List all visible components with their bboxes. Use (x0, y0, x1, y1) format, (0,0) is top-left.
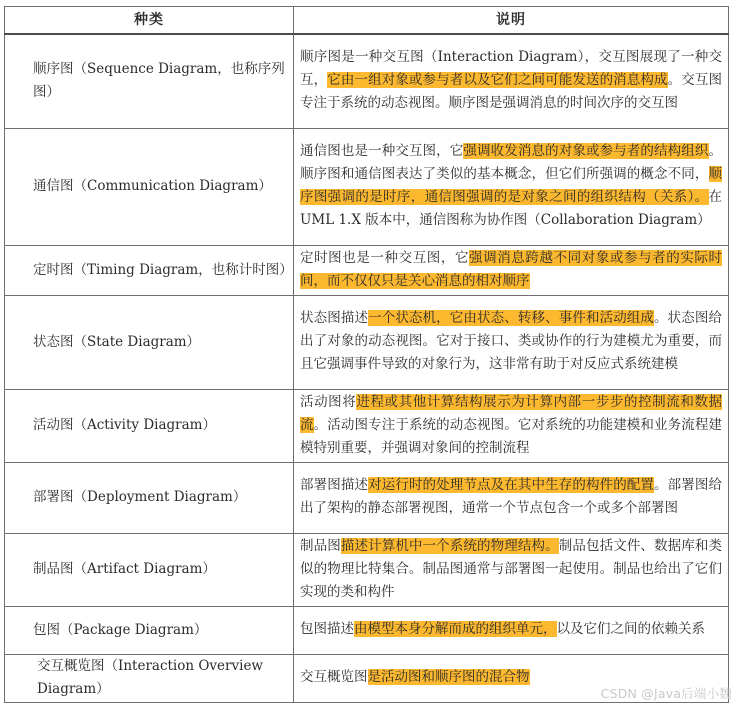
description-text: 定时图也是一种交互图，它 (300, 249, 470, 266)
highlighted-text: 是活动图和顺序图的混合物 (367, 669, 530, 685)
highlighted-text: 进程或其他计算结构展示为计算内部一步步的控制流和数据流 (300, 393, 723, 433)
diagram-kind-cell: 交互概览图（Interaction Overview Diagram） (5, 654, 294, 702)
header-row (5, 7, 729, 35)
diagram-description-cell (294, 245, 729, 295)
highlighted-text: 顺序图强调的是时序，通信图强调的是对象之间的组织结构（关系）。 (300, 166, 722, 205)
description-text: 以及它们之间的依赖关系 (556, 621, 705, 637)
uml-diagram-types-table (4, 6, 729, 703)
description-text: 。顺序图和通信图表达了类似的基本概念，但它们所强调的概念不同， (300, 143, 723, 182)
diagram-kind-cell: 通信图（Communication Diagram） (5, 128, 294, 245)
description-text: 。交互图专注于系统的动态视图。顺序图是强调消息的时间次序的交互图 (300, 72, 723, 112)
diagram-description-cell (294, 462, 729, 533)
description-text: 通信图也是一种交互图，它 (300, 143, 464, 159)
description-text: 制品图 (300, 537, 341, 554)
description-text: 。部署图给出了架构的静态部署视图，通常一个节点包含一个或多个部署图 (300, 477, 723, 516)
highlighted-text: 一个状态机，它由状态、转移、事件和活动组成 (368, 310, 655, 326)
diagram-kind-cell: 包图（Package Diagram） (5, 606, 294, 654)
highlighted-text: 由模型本身分解而成的组织单元， (354, 621, 557, 637)
description-text: 交互概览图 (300, 669, 368, 685)
watermark: CSDN @Java后端小魏 (600, 686, 732, 701)
table-row (5, 245, 729, 295)
highlighted-text: 描述计算机中一个系统的物理结构。 (340, 537, 559, 554)
diagram-description-cell (294, 533, 729, 606)
highlighted-text: 它由一组对象或参与者以及它们之间可能发送的消息构成 (327, 72, 668, 89)
diagram-description-cell (294, 606, 729, 654)
table-row (5, 295, 729, 389)
description-text: 部署图描述 (300, 477, 369, 493)
highlighted-text: 强调消息跨越不同对象或参与者的实际时间，而不仅仅只是关心消息的相对顺序 (300, 249, 723, 289)
highlighted-text: 对运行时的处理节点及在其中生存的构件的配置 (368, 477, 655, 493)
diagram-kind-cell: 活动图（Activity Diagram） (5, 389, 294, 462)
table-row (5, 462, 729, 533)
description-text: 制品包括文件、数据库和类似的物理比特集合。制品图通常与部署图一起使用。制品也给出了它们实现的类和构件 (300, 537, 723, 600)
diagram-description-cell (294, 295, 729, 389)
highlighted-text: 强调收发消息的对象或参与者的结构组织 (463, 143, 709, 159)
diagram-kind-cell: 状态图（State Diagram） (5, 295, 294, 389)
header-kind: 种类 (5, 7, 294, 35)
table-row (5, 34, 729, 128)
header-description: 说明 (294, 7, 729, 35)
description-text: 。状态图给出了对象的动态视图。它对于接口、类或协作的行为建模尤为重要，而且它强调事件导致的对象行为，这非常有助于对反应式系统建模 (300, 310, 723, 372)
table-row (5, 389, 729, 462)
description-text: 顺序图是一种交互图（Interaction Diagram），交互图展现了一种交互， (300, 49, 722, 89)
table-header (5, 7, 729, 35)
diagram-kind-cell: 部署图（Deployment Diagram） (5, 462, 294, 533)
diagram-kind-cell: 顺序图（Sequence Diagram，也称序列图） (5, 34, 294, 128)
diagram-description-cell (294, 389, 729, 462)
diagram-kind-cell: 定时图（Timing Diagram，也称计时图） (5, 245, 294, 295)
description-text: 在 UML 1.X 版本中，通信图称为协作图（Collaboration Diagram） (300, 189, 722, 228)
table-row (5, 606, 729, 654)
diagram-kind-cell: 制品图（Artifact Diagram） (5, 533, 294, 606)
table-body (5, 34, 729, 702)
description-text: 活动图将 (300, 393, 357, 410)
table-row (5, 128, 729, 245)
diagram-description-cell (294, 128, 729, 245)
diagram-description-cell (294, 34, 729, 128)
description-text: 。活动图专注于系统的动态视图。它对系统的功能建模和业务流程建模特别重要，并强调对象间的控制流程 (300, 416, 723, 456)
description-text: 状态图描述 (300, 310, 369, 326)
table-row (5, 533, 729, 606)
description-text: 包图描述 (300, 621, 354, 637)
